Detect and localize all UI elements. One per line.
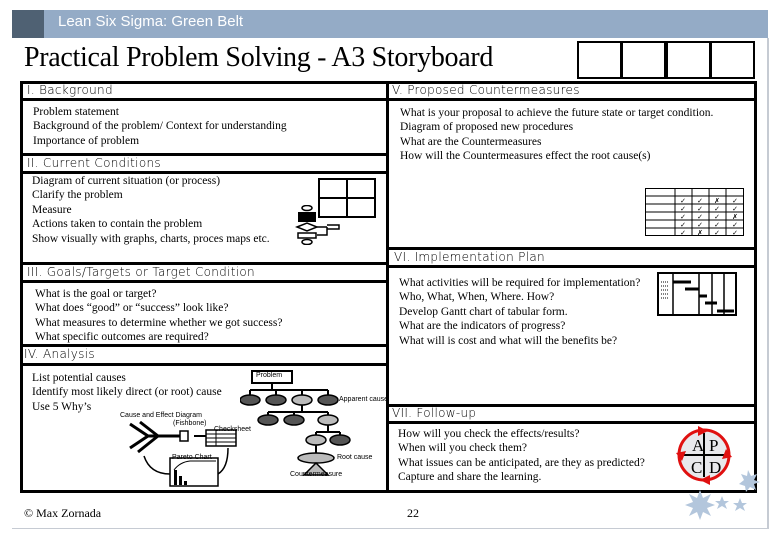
countermeasures-text — [400, 106, 713, 164]
text-line: Clarify the problem — [32, 189, 123, 202]
text-line: When will you check them? — [398, 442, 528, 455]
text-line: Identify most likely direct (or root) cause — [32, 386, 222, 399]
text-line: How will the Countermeasures effect the root cause(s) — [400, 150, 651, 163]
text-line: What will is cost and what will the benefits be? — [399, 334, 618, 347]
evaluation-table-icon — [645, 188, 745, 238]
svg-text:✓: ✓ — [732, 197, 738, 205]
text-line: Background of the problem/ Context for understanding — [33, 120, 287, 133]
text-line: List potential causes — [32, 372, 126, 384]
text-line: What is the goal or target? — [35, 288, 157, 300]
svg-text:✓: ✓ — [680, 205, 686, 213]
text-line: What is your proposal to achieve the future state or target condition. — [400, 107, 714, 119]
text-line: What does “good” or “success” look like? — [35, 302, 229, 315]
text-line: What specific outcomes are required? — [35, 331, 209, 344]
text-line: What are the indicators of progress? — [399, 320, 566, 333]
text-line: Measure — [32, 203, 72, 216]
text-line: Use 5 Why’s — [32, 400, 92, 413]
label-checksheet: Checksheet — [214, 426, 251, 433]
text-line: Who, What, When, Where. How? — [399, 291, 555, 304]
pdca-a: A — [692, 436, 705, 455]
text-line: How will you check the effects/results? — [398, 428, 580, 440]
title-box-1 — [577, 41, 622, 79]
text-line: What measures to determine whether we got success? — [35, 316, 283, 329]
text-line: Diagram of current situation (or process) — [32, 175, 221, 187]
text-line: Capture and share the learning. — [398, 471, 542, 484]
text-line: Develop Gantt chart of tabular form. — [399, 305, 568, 318]
section-heading-goals: III. Goals/Targets or Target Condition — [27, 265, 255, 279]
svg-text:✓: ✓ — [680, 221, 686, 229]
svg-text:✓: ✓ — [680, 197, 686, 205]
pdca-c: C — [691, 458, 703, 477]
copyright: © Max Zornada — [24, 506, 102, 520]
svg-text:✓: ✓ — [697, 221, 703, 229]
section-heading-followup: VII. Follow-up — [392, 406, 477, 420]
svg-text:✓: ✓ — [732, 221, 738, 229]
text-line: Problem statement — [33, 106, 119, 118]
svg-text:✓: ✓ — [714, 221, 720, 229]
label-pareto: Pareto Chart — [172, 454, 212, 461]
text-line: Actions taken to contain the problem — [32, 218, 203, 231]
divider — [20, 363, 388, 366]
section-heading-analysis: IV. Analysis — [24, 347, 95, 361]
followup-text — [398, 427, 645, 485]
svg-text:✓: ✓ — [732, 229, 738, 237]
svg-text:✗: ✗ — [714, 197, 720, 205]
label-root-cause: Root cause — [337, 454, 373, 461]
text-line: Diagram of proposed new procedures — [400, 121, 574, 134]
text-line: What issues can be anticipated, are they as predicted? — [398, 456, 645, 469]
label-fishbone: Cause and Effect Diagram — [120, 412, 202, 419]
page-number: 22 — [407, 506, 419, 520]
divider — [20, 280, 388, 283]
decorative-stars-icon — [680, 468, 770, 528]
cause-tree-diagram — [240, 368, 388, 483]
gantt-chart-icon — [657, 272, 739, 317]
svg-text:✗: ✗ — [697, 229, 703, 237]
section-heading-countermeasures: V. Proposed Countermeasures — [392, 83, 580, 97]
svg-text:✓: ✓ — [680, 229, 686, 237]
goals-text — [35, 287, 282, 345]
svg-text:✓: ✓ — [680, 213, 686, 221]
section-heading-background: I. Background — [27, 83, 113, 97]
section-heading-implementation: VI. Implementation Plan — [394, 250, 545, 264]
label-fishbone-sub: (Fishbone) — [173, 420, 207, 427]
slide-edge-bottom — [12, 528, 769, 529]
label-apparent-cause: Apparent cause — [339, 396, 389, 403]
text-line: Importance of problem — [33, 134, 140, 147]
svg-text:✓: ✓ — [714, 229, 720, 237]
pdca-p: P — [709, 436, 719, 455]
svg-text:✓: ✓ — [697, 205, 703, 213]
flowchart-icon — [295, 205, 341, 245]
course-title: Lean Six Sigma: Green Belt — [58, 13, 244, 30]
pdca-d: D — [709, 458, 722, 477]
header-accent — [12, 10, 44, 38]
svg-text:✓: ✓ — [697, 197, 703, 205]
title-box-4 — [710, 41, 755, 79]
text-line: What are the Countermeasures — [400, 135, 542, 148]
svg-text:✗: ✗ — [732, 213, 738, 221]
title-box-2 — [621, 41, 666, 79]
text-line: What activities will be required for implementation? — [399, 277, 641, 289]
label-problem: Problem — [256, 372, 283, 379]
divider — [20, 98, 757, 101]
svg-text:✓: ✓ — [732, 205, 738, 213]
section-heading-current: II. Current Conditions — [27, 156, 161, 170]
analysis-text — [32, 371, 222, 414]
svg-text:✓: ✓ — [714, 205, 720, 213]
svg-text:✓: ✓ — [714, 213, 720, 221]
title-box-3 — [666, 41, 711, 79]
label-countermeasure: Countermeasure — [290, 471, 343, 478]
divider — [386, 265, 757, 268]
page-title: Practical Problem Solving - A3 Storyboard — [24, 42, 494, 73]
current-text — [32, 174, 270, 246]
text-line: Show visually with graphs, charts, proces maps etc. — [32, 232, 270, 245]
slide-edge — [767, 38, 769, 528]
svg-text:✓: ✓ — [697, 213, 703, 221]
background-text — [33, 105, 287, 148]
implementation-text — [399, 276, 640, 348]
